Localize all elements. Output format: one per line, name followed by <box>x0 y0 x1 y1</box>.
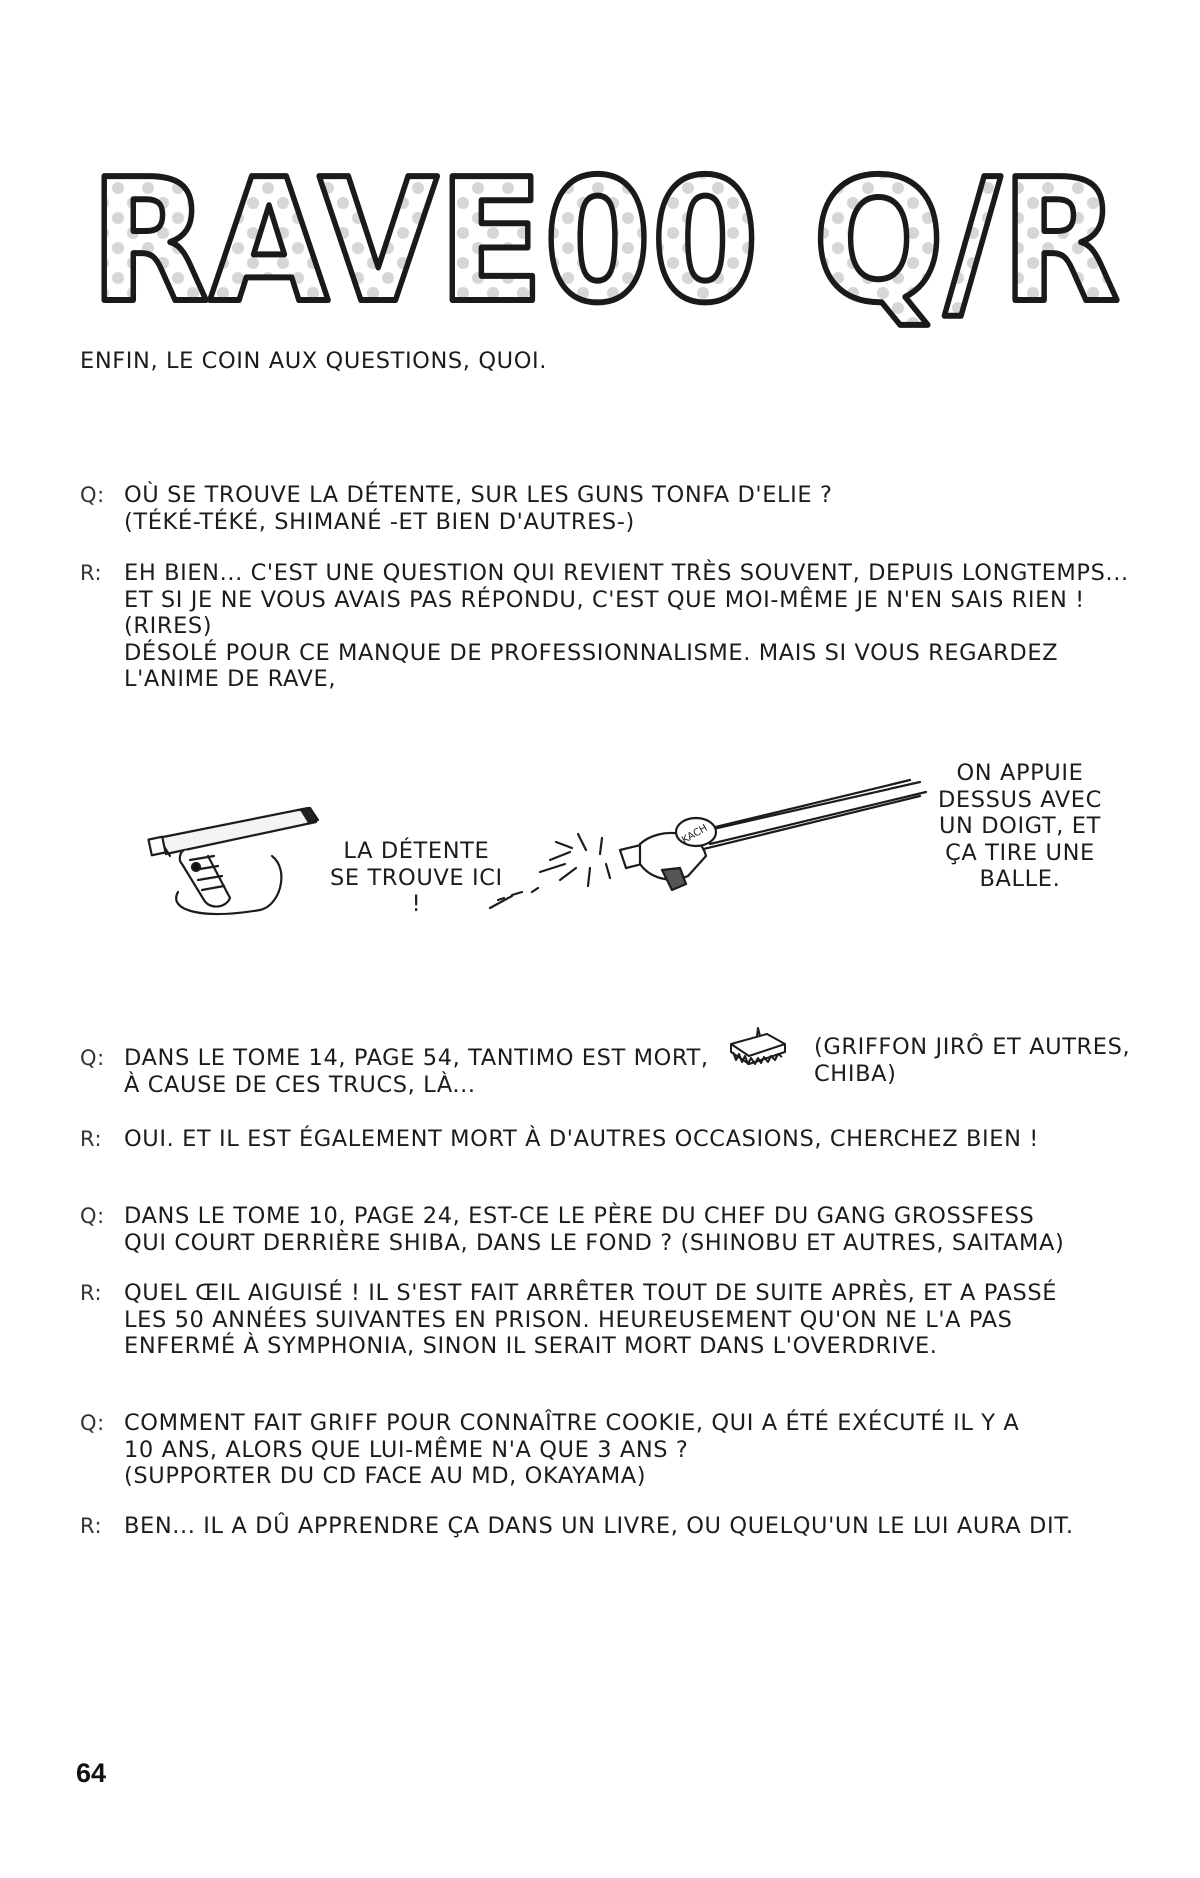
caption-line: ON APPUIE <box>956 760 1084 786</box>
caption-line: DESSUS AVEC <box>938 786 1102 813</box>
caption-line: UN DOIGT, ET <box>938 813 1101 839</box>
question-credit <box>814 1034 1130 1087</box>
credit-line: (GRIFFON JIRÔ ET AUTRES, <box>814 1034 1131 1060</box>
question-label: Q: <box>80 1204 105 1228</box>
answer-line: ENFERMÉ À SYMPHONIA, SINON IL SERAIT MORT DANS L'OVERDRIVE. <box>124 1333 938 1359</box>
answer-line: LES 50 ANNÉES SUIVANTES EN PRISON. HEUREUSEMENT QU'ON NE L'A PAS <box>124 1306 1013 1333</box>
sfx-text: KACH <box>680 822 710 847</box>
question-line: OÙ SE TROUVE LA DÉTENTE, SUR LES GUNS TONFA D'ELIE ? <box>124 482 833 508</box>
answer-line: OUI. ET IL EST ÉGALEMENT MORT À D'AUTRES OCCASIONS, CHERCHEZ BIEN ! <box>124 1126 1039 1152</box>
page-title <box>80 150 1130 340</box>
answer-label: R: <box>80 1127 103 1151</box>
caption-line: BALLE. <box>979 866 1061 892</box>
question-2 <box>80 1045 709 1098</box>
answer-line: (RIRES) <box>124 613 213 639</box>
question-label: Q: <box>80 1411 105 1435</box>
firing-caption <box>938 760 1102 893</box>
question-label: Q: <box>80 483 105 507</box>
tonfa-gun-drawing <box>148 808 318 914</box>
question-3 <box>80 1203 1064 1256</box>
question-line: DANS LE TOME 10, PAGE 24, EST-CE LE PÈRE DU CHEF DU GANG GROSSFESS <box>124 1203 1035 1229</box>
answer-line: EH BIEN... C'EST UNE QUESTION QUI REVIENT TRÈS SOUVENT, DEPUIS LONGTEMPS... <box>124 560 1129 586</box>
question-credit: (SUPPORTER DU CD FACE AU MD, OKAYAMA) <box>124 1463 647 1489</box>
answer-label: R: <box>80 561 103 585</box>
question-1 <box>80 482 833 535</box>
answer-line: DÉSOLÉ POUR CE MANQUE DE PROFESSIONNALISME. MAIS SI VOUS REGARDEZ <box>124 639 1059 666</box>
question-line: DANS LE TOME 14, PAGE 54, TANTIMO EST MORT, <box>124 1045 709 1071</box>
question-line: COMMENT FAIT GRIFF POUR CONNAÎTRE COOKIE, QUI A ÉTÉ EXÉCUTÉ IL Y A <box>124 1410 1020 1436</box>
answer-line: QUEL ŒIL AIGUISÉ ! IL S'EST FAIT ARRÊTER TOUT DE SUITE APRÈS, ET A PASSÉ <box>124 1280 1058 1306</box>
spike-trap-icon <box>727 1024 789 1070</box>
caption-line: SE TROUVE ICI <box>330 864 503 891</box>
firing-tonfa-drawing <box>490 780 926 908</box>
answer-4 <box>80 1513 1074 1540</box>
question-label: Q: <box>80 1046 105 1070</box>
caption-line: ! <box>411 891 422 917</box>
question-4 <box>80 1410 1019 1490</box>
answer-label: R: <box>80 1281 103 1305</box>
trigger-caption <box>330 838 503 918</box>
answer-label: R: <box>80 1514 103 1538</box>
question-line: À CAUSE DE CES TRUCS, LÀ... <box>124 1071 476 1098</box>
caption-line: LA DÉTENTE <box>343 838 490 864</box>
intro-text: ENFIN, LE COIN AUX QUESTIONS, QUOI. <box>80 348 547 374</box>
answer-1 <box>80 560 1129 693</box>
answer-line: BEN... IL A DÛ APPRENDRE ÇA DANS UN LIVRE, OU QUELQU'UN LE LUI AURA DIT. <box>124 1513 1074 1539</box>
answer-line: ET SI JE NE VOUS AVAIS PAS RÉPONDU, C'EST QUE MOI-MÊME JE N'EN SAIS RIEN ! <box>124 586 1085 613</box>
answer-2 <box>80 1126 1039 1153</box>
question-credit: (TÉKÉ-TÉKÉ, SHIMANÉ -ET BIEN D'AUTRES-) <box>124 508 635 535</box>
answer-3 <box>80 1280 1057 1360</box>
page-number: 64 <box>76 1758 107 1788</box>
question-line: 10 ANS, ALORS QUE LUI-MÊME N'A QUE 3 ANS ? <box>124 1436 689 1463</box>
page-title-text: RAVE00 Q/R <box>90 150 1120 340</box>
answer-line: L'ANIME DE RAVE, <box>124 666 337 692</box>
caption-line: ÇA TIRE UNE <box>945 839 1095 866</box>
credit-line: CHIBA) <box>814 1060 897 1087</box>
question-line: QUI COURT DERRIÈRE SHIBA, DANS LE FOND ? (SHINOBU ET AUTRES, SAITAMA) <box>124 1229 1065 1256</box>
